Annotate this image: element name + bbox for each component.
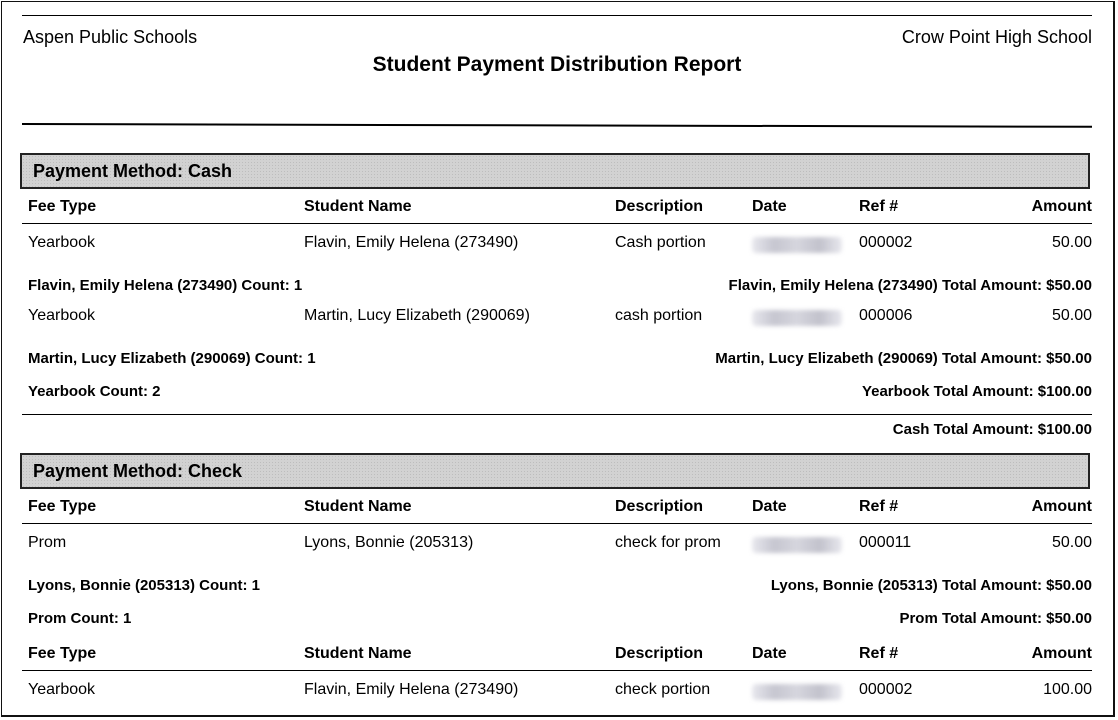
col-amount: Amount — [1031, 645, 1092, 662]
date-cell-redacted — [752, 307, 842, 331]
col-student-name: Student Name — [304, 645, 412, 662]
description-cell: Cash portion — [615, 234, 706, 251]
organization-name: Aspen Public Schools — [23, 27, 198, 47]
date-cell-redacted — [752, 534, 842, 558]
fee-type-count-summary: Prom Count: 1 — [28, 610, 132, 627]
col-amount: Amount — [1031, 498, 1092, 515]
student-name-cell: Flavin, Emily Helena (273490) — [304, 234, 519, 251]
section-heading-cash: Payment Method: Cash — [20, 153, 1090, 189]
column-header-rule — [22, 670, 1092, 671]
amount-cell: 100.00 — [1043, 681, 1092, 698]
col-student-name: Student Name — [304, 198, 412, 215]
ref-cell: 000006 — [859, 307, 913, 324]
column-header-rule — [22, 223, 1092, 224]
column-header-row — [28, 645, 1092, 667]
student-count-summary: Flavin, Emily Helena (273490) Count: 1 — [28, 277, 303, 294]
table-row — [28, 307, 1092, 329]
col-ref: Ref # — [859, 645, 899, 662]
description-cell: cash portion — [615, 307, 703, 324]
table-row — [28, 681, 1092, 703]
description-cell: check portion — [615, 681, 711, 698]
table-row — [28, 534, 1092, 556]
student-total-summary: Flavin, Emily Helena (273490) Total Amount: $50.00 — [728, 277, 1092, 294]
amount-cell: 50.00 — [1051, 307, 1092, 324]
col-date: Date — [752, 498, 787, 515]
section-heading-check: Payment Method: Check — [20, 453, 1090, 489]
col-description: Description — [615, 645, 704, 662]
fee-type-count-summary: Yearbook Count: 2 — [28, 383, 161, 400]
date-cell-redacted — [752, 234, 842, 258]
report-title: Student Payment Distribution Report — [372, 53, 742, 76]
date-cell-redacted — [752, 681, 842, 705]
method-total-summary: Cash Total Amount: $100.00 — [892, 421, 1092, 438]
col-fee-type: Fee Type — [28, 498, 97, 515]
school-name: Crow Point High School — [901, 27, 1092, 47]
student-name-cell: Flavin, Emily Helena (273490) — [304, 681, 519, 698]
col-ref: Ref # — [859, 498, 899, 515]
col-description: Description — [615, 498, 704, 515]
table-row — [28, 234, 1092, 256]
ref-cell: 000002 — [859, 681, 913, 698]
col-fee-type: Fee Type — [28, 198, 97, 215]
col-date: Date — [752, 198, 787, 215]
col-date: Date — [752, 645, 787, 662]
student-name-cell: Lyons, Bonnie (205313) — [304, 534, 474, 551]
fee-type-cell: Yearbook — [28, 307, 96, 324]
ref-cell: 000011 — [859, 534, 912, 551]
fee-type-cell: Yearbook — [28, 234, 96, 251]
column-header-rule — [22, 523, 1092, 524]
student-name-cell: Martin, Lucy Elizabeth (290069) — [304, 307, 530, 324]
column-header-row — [28, 198, 1092, 220]
fee-type-cell: Prom — [28, 534, 67, 551]
ref-cell: 000002 — [859, 234, 913, 251]
fee-type-cell: Yearbook — [28, 681, 96, 698]
col-student-name: Student Name — [304, 498, 412, 515]
fee-type-total-summary: Prom Total Amount: $50.00 — [899, 610, 1092, 627]
student-total-summary: Martin, Lucy Elizabeth (290069) Total Amount: $50.00 — [715, 350, 1092, 367]
column-header-row — [28, 498, 1092, 520]
col-fee-type: Fee Type — [28, 645, 97, 662]
col-description: Description — [615, 198, 704, 215]
student-total-summary: Lyons, Bonnie (205313) Total Amount: $50.00 — [770, 577, 1092, 594]
student-count-summary: Lyons, Bonnie (205313) Count: 1 — [28, 577, 260, 594]
col-ref: Ref # — [859, 198, 899, 215]
fee-type-total-summary: Yearbook Total Amount: $100.00 — [861, 383, 1092, 400]
student-count-summary: Martin, Lucy Elizabeth (290069) Count: 1 — [28, 350, 316, 367]
col-amount: Amount — [1031, 198, 1092, 215]
amount-cell: 50.00 — [1051, 234, 1092, 251]
method-total-rule — [22, 414, 1092, 415]
top-rule — [22, 15, 1092, 16]
amount-cell: 50.00 — [1051, 534, 1092, 551]
description-cell: check for prom — [615, 534, 721, 551]
